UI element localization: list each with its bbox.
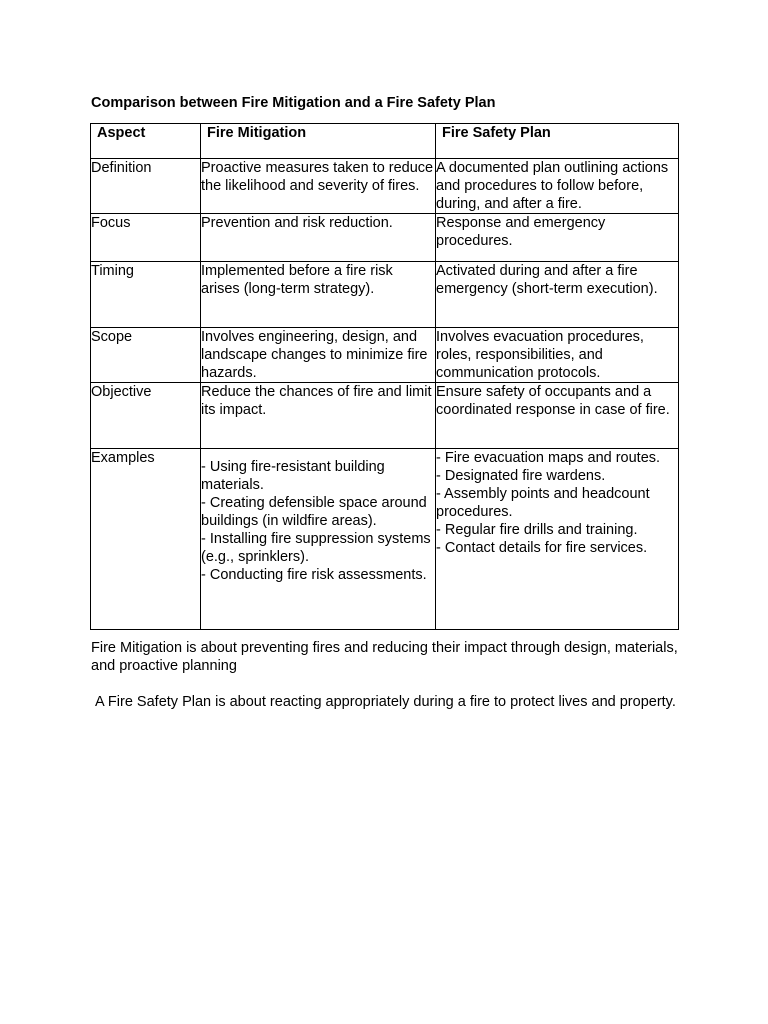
aspect-cell: Objective <box>91 383 201 449</box>
safety-plan-cell: Response and emergency procedures. <box>436 214 679 262</box>
mitigation-examples-cell <box>201 449 436 630</box>
aspect-cell: Scope <box>91 328 201 383</box>
list-item: - Assembly points and headcount procedures. <box>436 486 650 520</box>
table-row <box>91 262 679 328</box>
table-row <box>91 383 679 449</box>
table-row <box>91 214 679 262</box>
list-item: - Contact details for fire services. <box>436 540 648 556</box>
aspect-cell: Timing <box>91 262 201 328</box>
table-row <box>91 328 679 383</box>
safety-plan-cell: A documented plan outlining actions and procedures to follow before, during, and after a fire. <box>436 159 679 214</box>
list-item: - Installing fire suppression systems (e.g., sprinklers). <box>201 531 431 565</box>
list-item: - Regular fire drills and training. <box>436 522 638 538</box>
mitigation-cell: Involves engineering, design, and landscape changes to minimize fire hazards. <box>201 328 436 383</box>
list-item: - Designated fire wardens. <box>436 468 606 484</box>
table-header-row <box>91 124 679 159</box>
header-aspect: Aspect <box>91 124 201 159</box>
summary-paragraph-mitigation: Fire Mitigation is about preventing fires and reducing their impact through design, materials, and proactive planning <box>91 640 678 674</box>
list-item: - Conducting fire risk assessments. <box>201 567 427 583</box>
document-title: Comparison between Fire Mitigation and a Fire Safety Plan <box>91 95 496 111</box>
header-fire-safety-plan: Fire Safety Plan <box>436 124 679 159</box>
table-row <box>91 449 679 630</box>
mitigation-cell: Reduce the chances of fire and limit its impact. <box>201 383 436 449</box>
mitigation-cell: Proactive measures taken to reduce the likelihood and severity of fires. <box>201 159 436 214</box>
aspect-cell: Definition <box>91 159 201 214</box>
list-item: - Fire evacuation maps and routes. <box>436 450 661 466</box>
safety-plan-examples-cell <box>436 449 679 630</box>
list-item: - Creating defensible space around buildings (in wildfire areas). <box>201 495 427 529</box>
comparison-table <box>90 123 679 630</box>
safety-plan-cell: Involves evacuation procedures, roles, responsibilities, and communication protocols. <box>436 328 679 383</box>
safety-plan-cell: Ensure safety of occupants and a coordinated response in case of fire. <box>436 383 679 449</box>
safety-plan-cell: Activated during and after a fire emergency (short-term execution). <box>436 262 679 328</box>
mitigation-cell: Implemented before a fire risk arises (long-term strategy). <box>201 262 436 328</box>
aspect-cell: Examples <box>91 449 201 630</box>
header-fire-mitigation: Fire Mitigation <box>201 124 436 159</box>
table-row <box>91 159 679 214</box>
summary-paragraph-safety-plan: A Fire Safety Plan is about reacting appropriately during a fire to protect lives and property. <box>91 694 676 710</box>
list-item: - Using fire-resistant building materials. <box>201 459 385 493</box>
aspect-cell: Focus <box>91 214 201 262</box>
mitigation-cell: Prevention and risk reduction. <box>201 214 436 262</box>
